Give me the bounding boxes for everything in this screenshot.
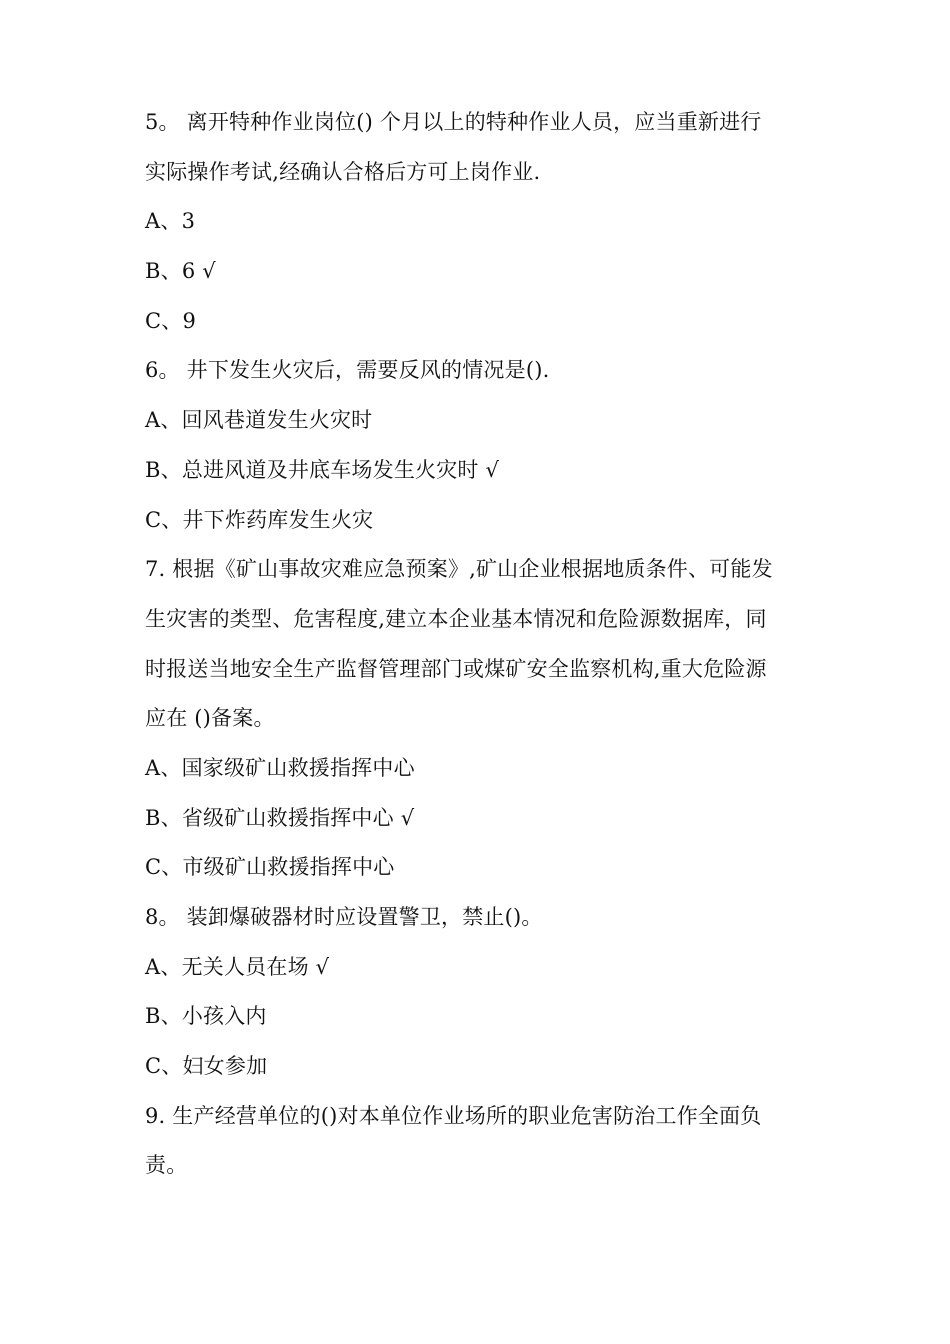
question-5-option-a: A、3: [145, 209, 196, 234]
question-5-option-b: B、6 √: [145, 259, 216, 284]
question-7-line-1: 7. 根据《矿山事故灾难应急预案》,矿山企业根据地质条件、可能发: [145, 557, 773, 582]
question-5-line-2: 实际操作考试,经确认合格后方可上岗作业.: [145, 159, 541, 184]
question-6-option-b: B、总进风道及井底车场发生火灾时 √: [145, 457, 500, 482]
question-7-line-3: 时报送当地安全生产监督管理部门或煤矿安全监察机构,重大危险源: [145, 656, 767, 681]
question-8-option-c: C、妇女参加: [145, 1054, 268, 1079]
question-5-line-1: 5。 离开特种作业岗位() 个月以上的特种作业人员，应当重新进行: [145, 110, 762, 134]
question-7-option-b: B、省级矿山救援指挥中心 √: [145, 805, 415, 830]
question-7-option-c: C、市级矿山救援指挥中心: [145, 855, 395, 880]
question-6-option-a: A、回风巷道发生火灾时: [145, 408, 373, 433]
question-8-option-a: A、无关人员在场 √: [145, 954, 330, 979]
question-5-option-c: C、9: [145, 308, 197, 333]
document-body: [145, 98, 810, 1191]
question-7-line-4: 应在 ()备案。: [145, 706, 275, 731]
question-7-line-2: 生灾害的类型、危害程度,建立本企业基本情况和危险源数据库，同: [145, 606, 767, 631]
question-9-line-2: 责。: [145, 1153, 188, 1178]
question-8-line-1: 8。 装卸爆破器材时应设置警卫，禁止()。: [145, 905, 543, 929]
question-9-line-1: 9. 生产经营单位的()对本单位作业场所的职业危害防治工作全面负: [145, 1103, 762, 1128]
question-8-option-b: B、小孩入内: [145, 1004, 267, 1029]
question-6-line-1: 6。 井下发生火灾后，需要反风的情况是().: [145, 358, 550, 383]
question-7-option-a: A、国家级矿山救援指挥中心: [145, 755, 415, 780]
question-6-option-c: C、井下炸药库发生火灾: [145, 507, 374, 532]
